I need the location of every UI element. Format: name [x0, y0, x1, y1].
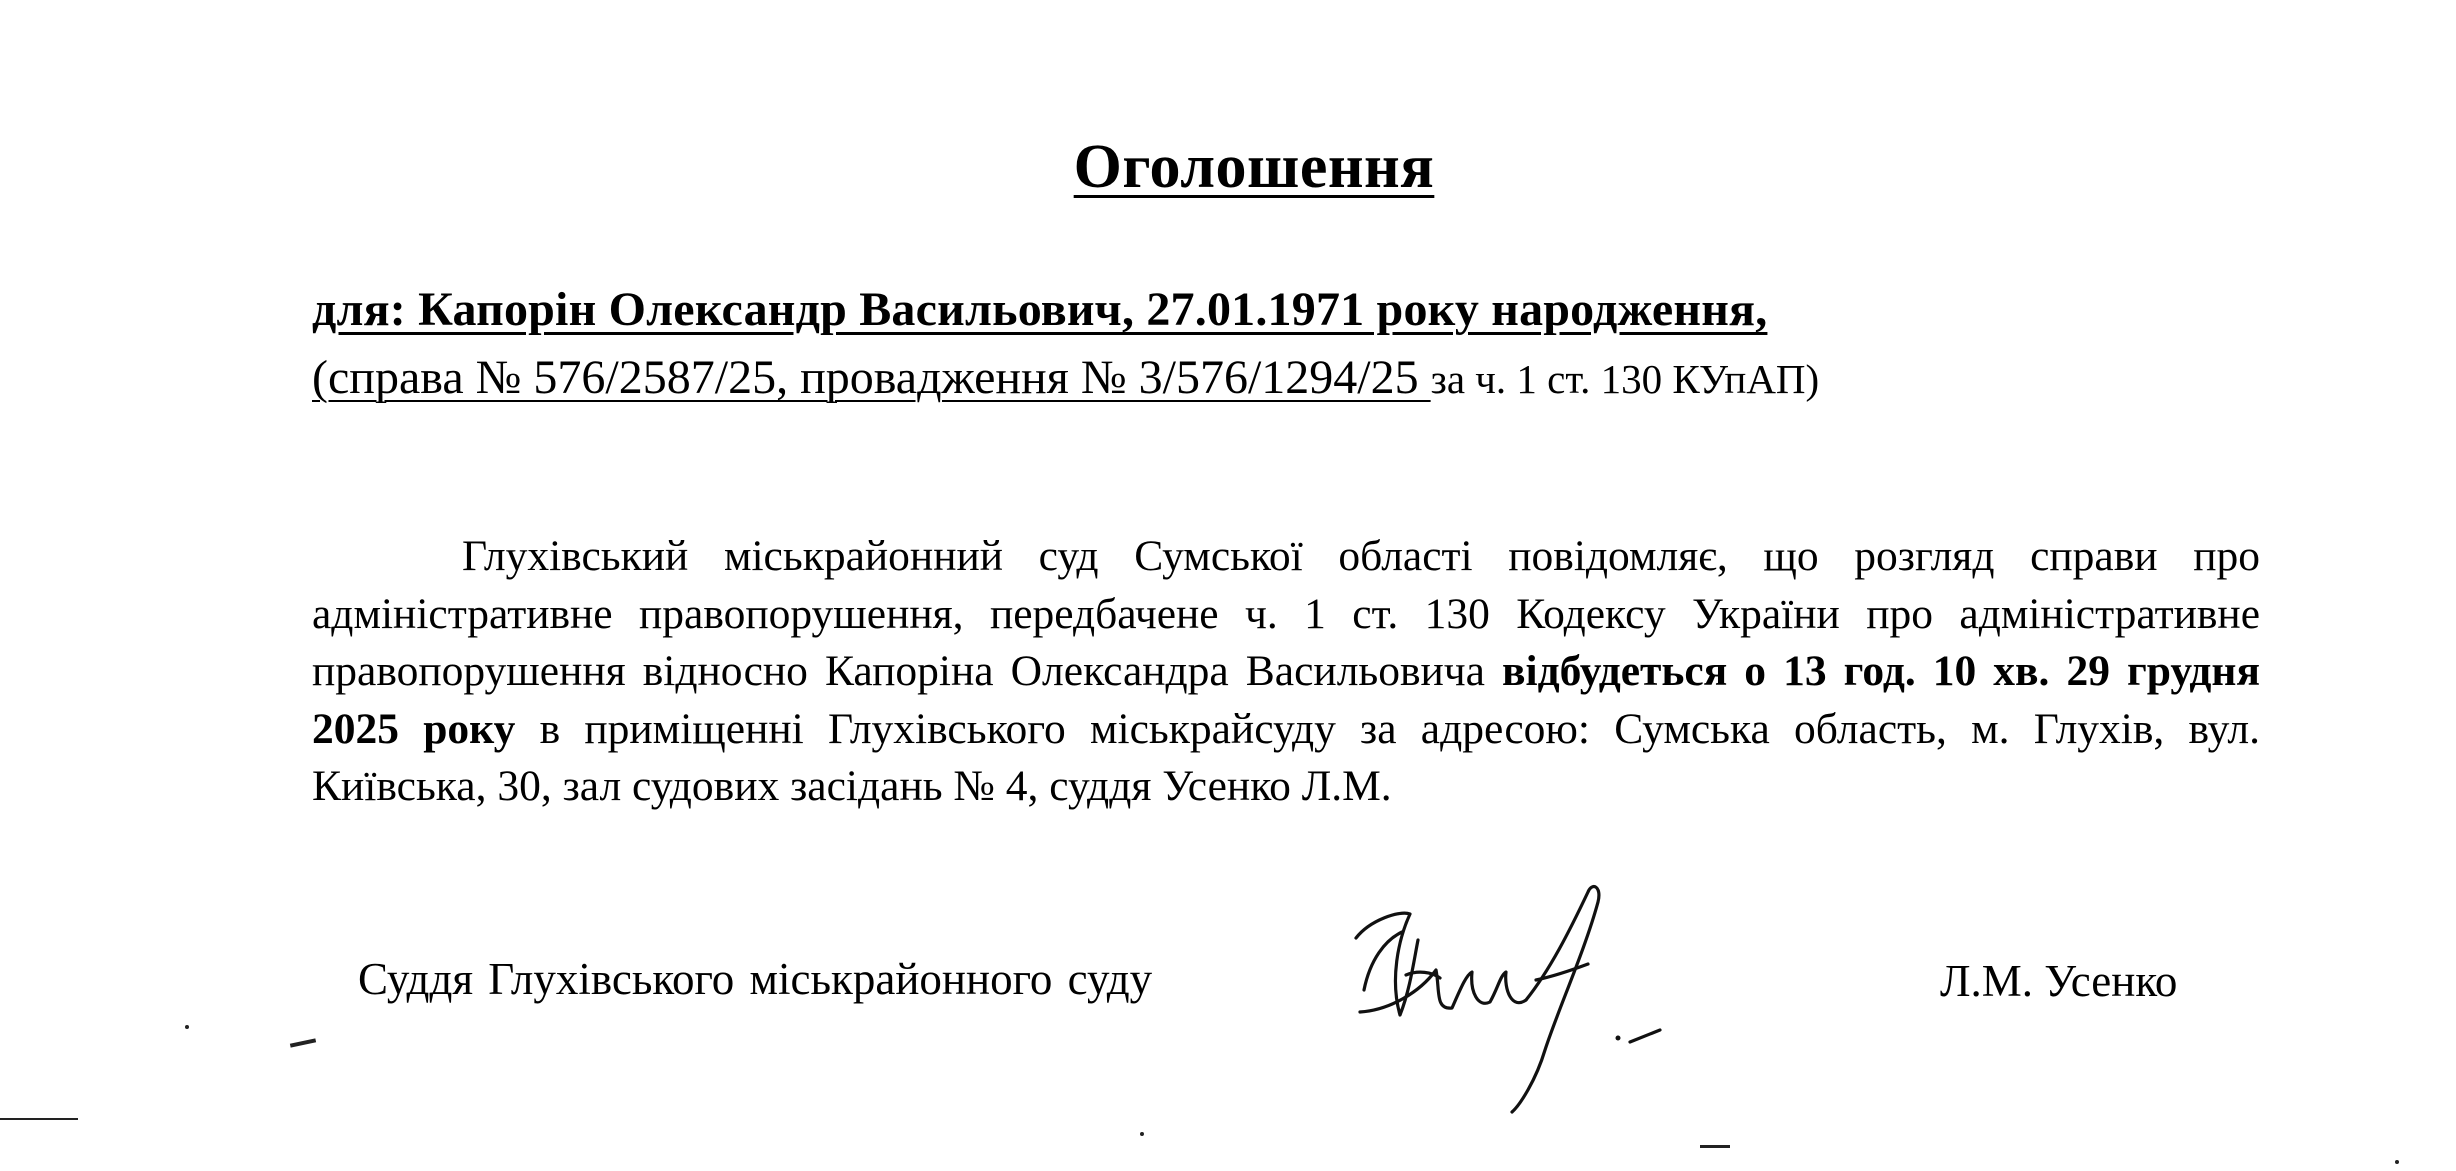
notice-body-location: в приміщенні Глухівського міськрайсуду за адресою: Сумська область, м. Глухів, вул. Київська, 30, зал судових засідань № 4, суддя Усенко Л.М. — [312, 704, 2260, 810]
hearing-datetime: відбудеться о 13 год. 10 хв. 29 грудня 2025 року — [312, 647, 2261, 753]
scan-mark — [0, 1118, 78, 1120]
signature-label: Суддя Глухівського міськрайонного суду — [358, 954, 1153, 1004]
scan-mark — [185, 1025, 189, 1029]
case-reference — [312, 350, 1819, 405]
notice-body — [312, 528, 2260, 816]
case-number: (справа № 576/2587/25, провадження № 3/576/1294/25 — [312, 351, 1431, 404]
notice-body-intro: Глухівський міськрайонний суд Сумської області повідомляє, що розгляд справи про адміністративне правопорушення, передбачене ч. 1 ст. 130 Кодексу України про адміністративне правопорушення відносно Капоріна Олександра Васильовича — [312, 532, 2260, 695]
scan-mark — [1140, 1132, 1144, 1136]
case-article: за ч. 1 ст. 130 КУпАП) — [1430, 356, 1820, 402]
recipient-line: для: Капорін Олександр Васильович, 27.01.1971 року народження, — [312, 283, 1768, 336]
handwritten-signature — [1340, 880, 1690, 1120]
scan-mark — [290, 1038, 316, 1047]
document-title: Оголошення — [1073, 133, 1435, 201]
scan-mark — [1700, 1145, 1730, 1148]
scan-mark — [2395, 1160, 2399, 1164]
signature-name: Л.М. Усенко — [1940, 956, 2178, 1006]
